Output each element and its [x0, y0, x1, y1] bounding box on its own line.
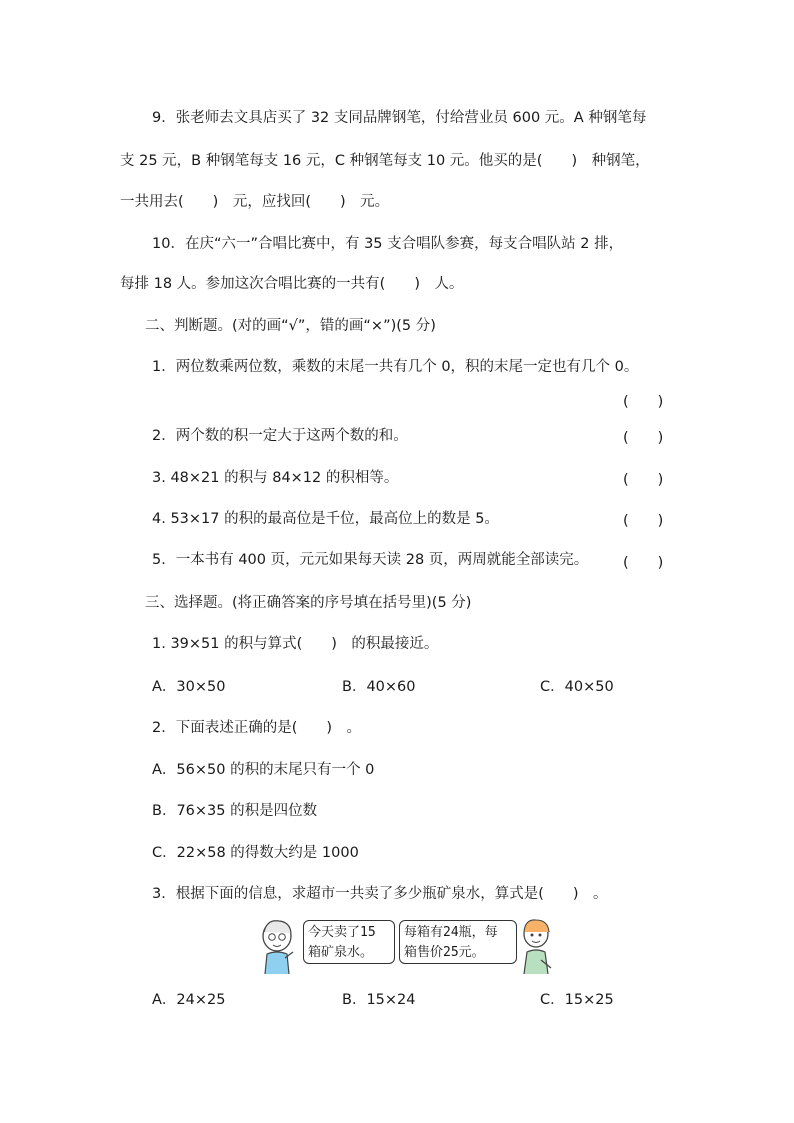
choice-q2-option-b[interactable]: B．76×35 的积是四位数	[152, 803, 318, 819]
judge-item-4: 4. 53×17 的积的最高位是千位，最高位上的数是 5。	[152, 511, 499, 527]
q9-line-3: 一共用去( ) 元，应找回( ) 元。	[120, 194, 390, 210]
speech-bubble-left	[303, 920, 395, 964]
speech-bubble-right	[399, 920, 517, 964]
dialogue-illustration	[255, 916, 545, 974]
judge-item-5: 5．一本书有 400 页，元元如果每天读 28 页，两周就能全部读完。	[152, 552, 589, 568]
judge-item-3: 3. 48×21 的积与 84×12 的积相等。	[152, 470, 399, 486]
judge-answer-bracket-4[interactable]: ( )	[623, 513, 664, 529]
judge-item-1: 1．两位数乘两位数，乘数的末尾一共有几个 0，积的末尾一定也有几个 0。	[152, 359, 639, 375]
speech-right-line-2: 箱售价25元。	[404, 945, 485, 960]
q9-line-1: 9．张老师去文具店买了 32 支同品牌钢笔，付给营业员 600 元。A 种钢笔每	[152, 110, 647, 126]
section3-heading: 三、选择题。(将正确答案的序号填在括号里)(5 分)	[145, 595, 472, 611]
judge-item-2: 2．两个数的积一定大于这两个数的和。	[152, 428, 408, 444]
choice-q2-option-a[interactable]: A．56×50 的积的末尾只有一个 0	[152, 762, 375, 778]
speech-left-line-1: 今天卖了15	[308, 925, 376, 940]
judge-answer-bracket-5[interactable]: ( )	[623, 555, 664, 571]
choice-q1-option-b[interactable]: B．40×60	[342, 679, 416, 695]
judge-answer-bracket-2[interactable]: ( )	[623, 430, 664, 446]
choice-q3-option-b[interactable]: B．15×24	[342, 992, 416, 1008]
q9-line-2: 支 25 元，B 种钢笔每支 16 元，C 种钢笔每支 10 元。他买的是( ) 种钢笔，	[120, 153, 650, 169]
speech-right-line-1: 每箱有24瓶，每	[404, 925, 498, 940]
boy-illustration	[255, 916, 301, 974]
q10-line-2: 每排 18 人。参加这次合唱比赛的一共有( ) 人。	[120, 276, 464, 292]
choice-q3-option-a[interactable]: A．24×25	[152, 992, 226, 1008]
judge-answer-bracket-3[interactable]: ( )	[623, 472, 664, 488]
choice-q2-stem: 2．下面表述正确的是( ) 。	[152, 720, 362, 736]
choice-q1-option-c[interactable]: C．40×50	[540, 679, 614, 695]
girl-illustration	[519, 916, 553, 974]
choice-q1-stem: 1. 39×51 的积与算式( ) 的积最接近。	[152, 636, 439, 652]
judge-answer-bracket-1[interactable]: ( )	[623, 394, 664, 410]
section2-heading: 二、判断题。(对的画“√”，错的画“×”)(5 分)	[145, 318, 436, 334]
speech-left-line-2: 箱矿泉水。	[308, 945, 374, 960]
choice-q3-option-c[interactable]: C．15×25	[540, 992, 614, 1008]
choice-q2-option-c[interactable]: C．22×58 的得数大约是 1000	[152, 845, 359, 861]
choice-q3-stem: 3．根据下面的信息，求超市一共卖了多少瓶矿泉水，算式是( ) 。	[152, 886, 608, 902]
choice-q1-option-a[interactable]: A．30×50	[152, 679, 226, 695]
q10-line-1: 10．在庆“六一”合唱比赛中，有 35 支合唱队参赛，每支合唱队站 2 排，	[152, 236, 624, 252]
